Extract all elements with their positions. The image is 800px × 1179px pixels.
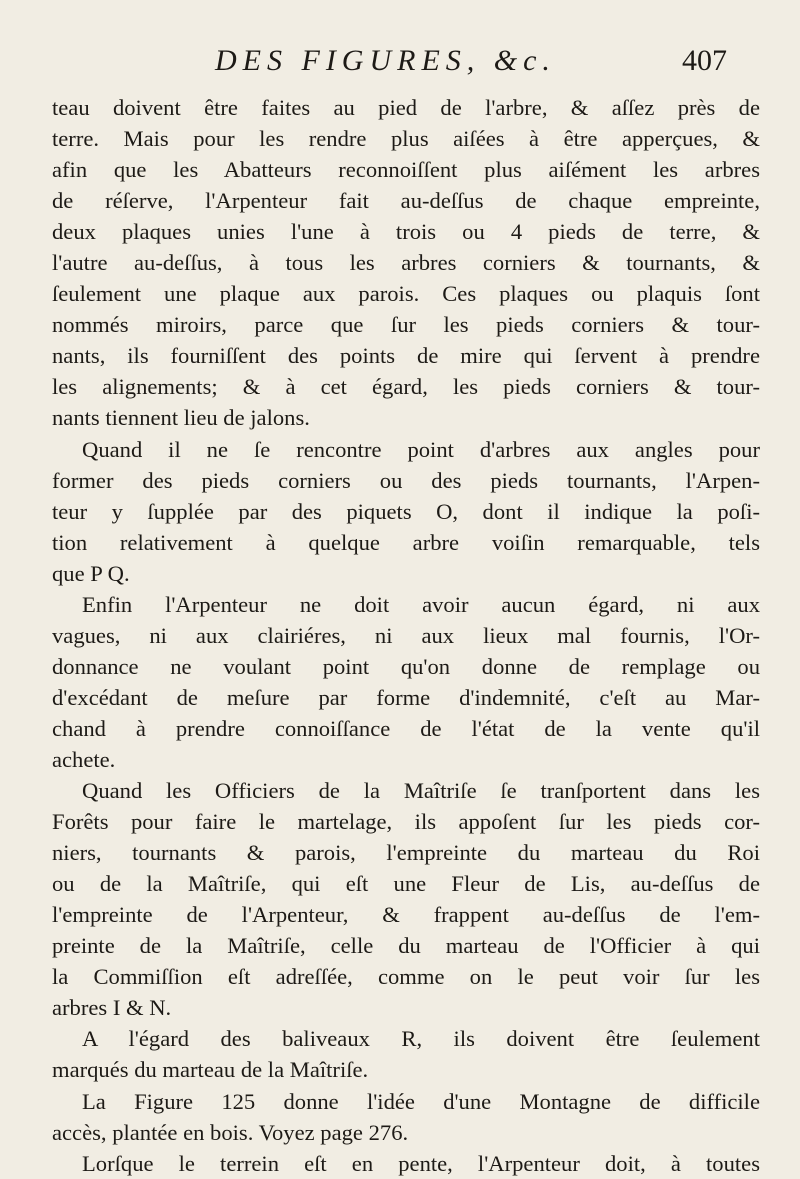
text-line: d'excédant de meſure par forme d'indemnité, c'eſt au Mar- (52, 684, 760, 710)
running-title: DES FIGURES, &c. (215, 44, 556, 77)
text-line: Forêts pour faire le martelage, ils appoſent ſur les pieds cor- (52, 809, 760, 835)
text-line: nommés miroirs, parce que ſur les pieds corniers & tour- (52, 312, 760, 338)
text-line: nants tiennent lieu de jalons. (52, 405, 310, 431)
text-line: preinte de la Maîtriſe, celle du marteau de l'Officier à qui (52, 933, 760, 959)
text-line: former des pieds corniers ou des pieds tournants, l'Arpen- (52, 467, 760, 493)
text-line: tion relativement à quelque arbre voiſin remarquable, tels (52, 529, 760, 555)
text-line: ou de la Maîtriſe, qui eſt une Fleur de Lis, au-deſſus de (52, 871, 760, 897)
text-line: La Figure 125 donne l'idée d'une Montagne de difficile (82, 1088, 760, 1114)
page-number: 407 (682, 44, 727, 77)
text-line: les alignements; & à cet égard, les pieds corniers & tour- (52, 374, 760, 400)
text-line: afin que les Abatteurs reconnoiſſent plus aiſément les arbres (52, 157, 760, 183)
text-line: niers, tournants & parois, l'empreinte du marteau du Roi (52, 840, 760, 866)
text-line: que P Q. (52, 560, 130, 586)
running-header (0, 40, 800, 90)
text-line: donnance ne voulant point qu'on donne de remplage ou (52, 653, 760, 679)
text-line: teur y ſupplée par des piquets O, dont il indique la poſi- (52, 498, 760, 524)
text-line: arbres I & N. (52, 995, 172, 1021)
text-line: deux plaques unies l'une à trois ou 4 pieds de terre, & (52, 219, 760, 245)
text-line: l'autre au-deſſus, à tous les arbres corniers & tournants, & (52, 250, 760, 276)
text-line: A l'égard des baliveaux R, ils doivent être ſeulement (82, 1026, 760, 1052)
text-line: de réſerve, l'Arpenteur fait au-deſſus de chaque empreinte, (52, 188, 760, 214)
text-line: Quand les Officiers de la Maîtriſe ſe tranſportent dans les (82, 778, 760, 804)
text-line: Enfin l'Arpenteur ne doit avoir aucun égard, ni aux (82, 591, 760, 617)
text-line: accès, plantée en bois. Voyez page 276. (52, 1119, 409, 1145)
text-line: l'empreinte de l'Arpenteur, & frappent au-deſſus de l'em- (52, 902, 760, 928)
text-line: nants, ils fourniſſent des points de mire qui ſervent à prendre (52, 343, 760, 369)
text-line: teau doivent être faites au pied de l'arbre, & aſſez près de (52, 95, 760, 120)
text-line: la Commiſſion eſt adreſſée, comme on le peut voir ſur les (52, 964, 760, 990)
text-line: chand à prendre connoiſſance de l'état de la vente qu'il (52, 715, 760, 741)
text-line: vagues, ni aux clairiéres, ni aux lieux mal fournis, l'Or- (52, 622, 760, 648)
text-line: marqués du marteau de la Maîtriſe. (52, 1057, 369, 1083)
text-line: Quand il ne ſe rencontre point d'arbres aux angles pour (82, 436, 760, 462)
body-text (52, 92, 760, 1179)
text-line: terre. Mais pour les rendre plus aiſées à être apperçues, & (52, 126, 760, 152)
text-line: achete. (52, 746, 116, 772)
text-line: ſeulement une plaque aux parois. Ces plaques ou plaquis ſont (52, 281, 760, 307)
text-line: Lorſque le terrein eſt en pente, l'Arpenteur doit, à toutes (82, 1150, 760, 1176)
